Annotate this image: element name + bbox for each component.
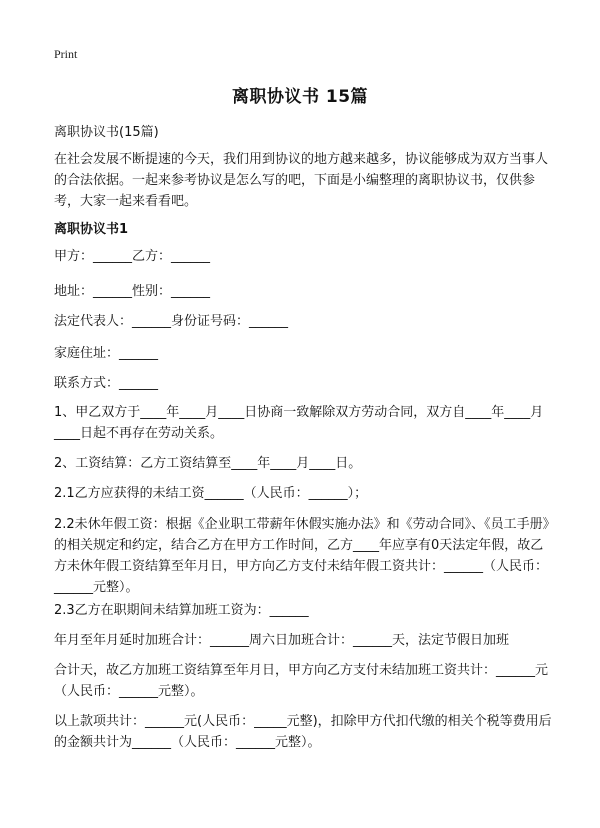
overtime-settlement-line: 合计天，故乙方加班工资结算至年月日，甲方向乙方支付未结加班工资共计：______元（人民币：______元整）。 [54,663,549,699]
overtime-summary-line: 年月至年月延时加班合计：______周六日加班合计：______天，法定节假日加班 [54,633,510,648]
contact-line: 联系方式：______ [54,376,159,391]
legal-rep-id-line: 法定代表人：______身份证号码：______ [54,314,289,329]
home-address-line: 家庭住址：______ [54,346,159,361]
intro-paragraph: 在社会发展不断提速的今天，我们用到协议的地方越来越多，协议能够成为双方当事人的合法依据。一起来参考协议是怎么写的吧，下面是小编整理的离职协议书，仅供参考，大家一起来看看吧。 [54,152,549,209]
section-heading: 离职协议书1 [54,222,129,237]
clause-2-3: 2.3乙方在职期间未结算加班工资为：______ [54,603,309,618]
address-gender-line: 地址：______性别：______ [54,284,211,299]
party-a-b-line: 甲方：______乙方：______ [54,249,211,264]
total-amount-line: 以上款项共计：______元(人民币：_____元整)，扣除甲方代扣代缴的相关个税等费用后的金额共计为______（人民币：______元整）。 [54,714,552,750]
clause-2-1: 2.1乙方应获得的未结工资______（人民币：______）； [54,486,368,501]
document-subtitle: 离职协议书(15篇) [54,125,159,140]
clause-1: 1、甲乙双方于____年____月____日协商一致解除双方劳动合同，双方自____年____月____日起不再存在劳动关系。 [54,405,544,441]
document-title: 离职协议书 15篇 [231,87,369,107]
clause-2-2: 2.2未休年假工资：根据《企业职工带薪年休假实施办法》和《劳动合同》、《员工手册》的相关规定和约定，结合乙方在甲方工作时间，乙方____年应享有0天法定年假，故乙方未休年假工资结算至年月日，甲方向乙方支付未结年假工资共计：______（人民币：______元整）。 [54,517,550,595]
clause-2: 2、工资结算：乙方工资结算至____年____月____日。 [54,456,362,471]
print-label: Print [54,47,78,61]
